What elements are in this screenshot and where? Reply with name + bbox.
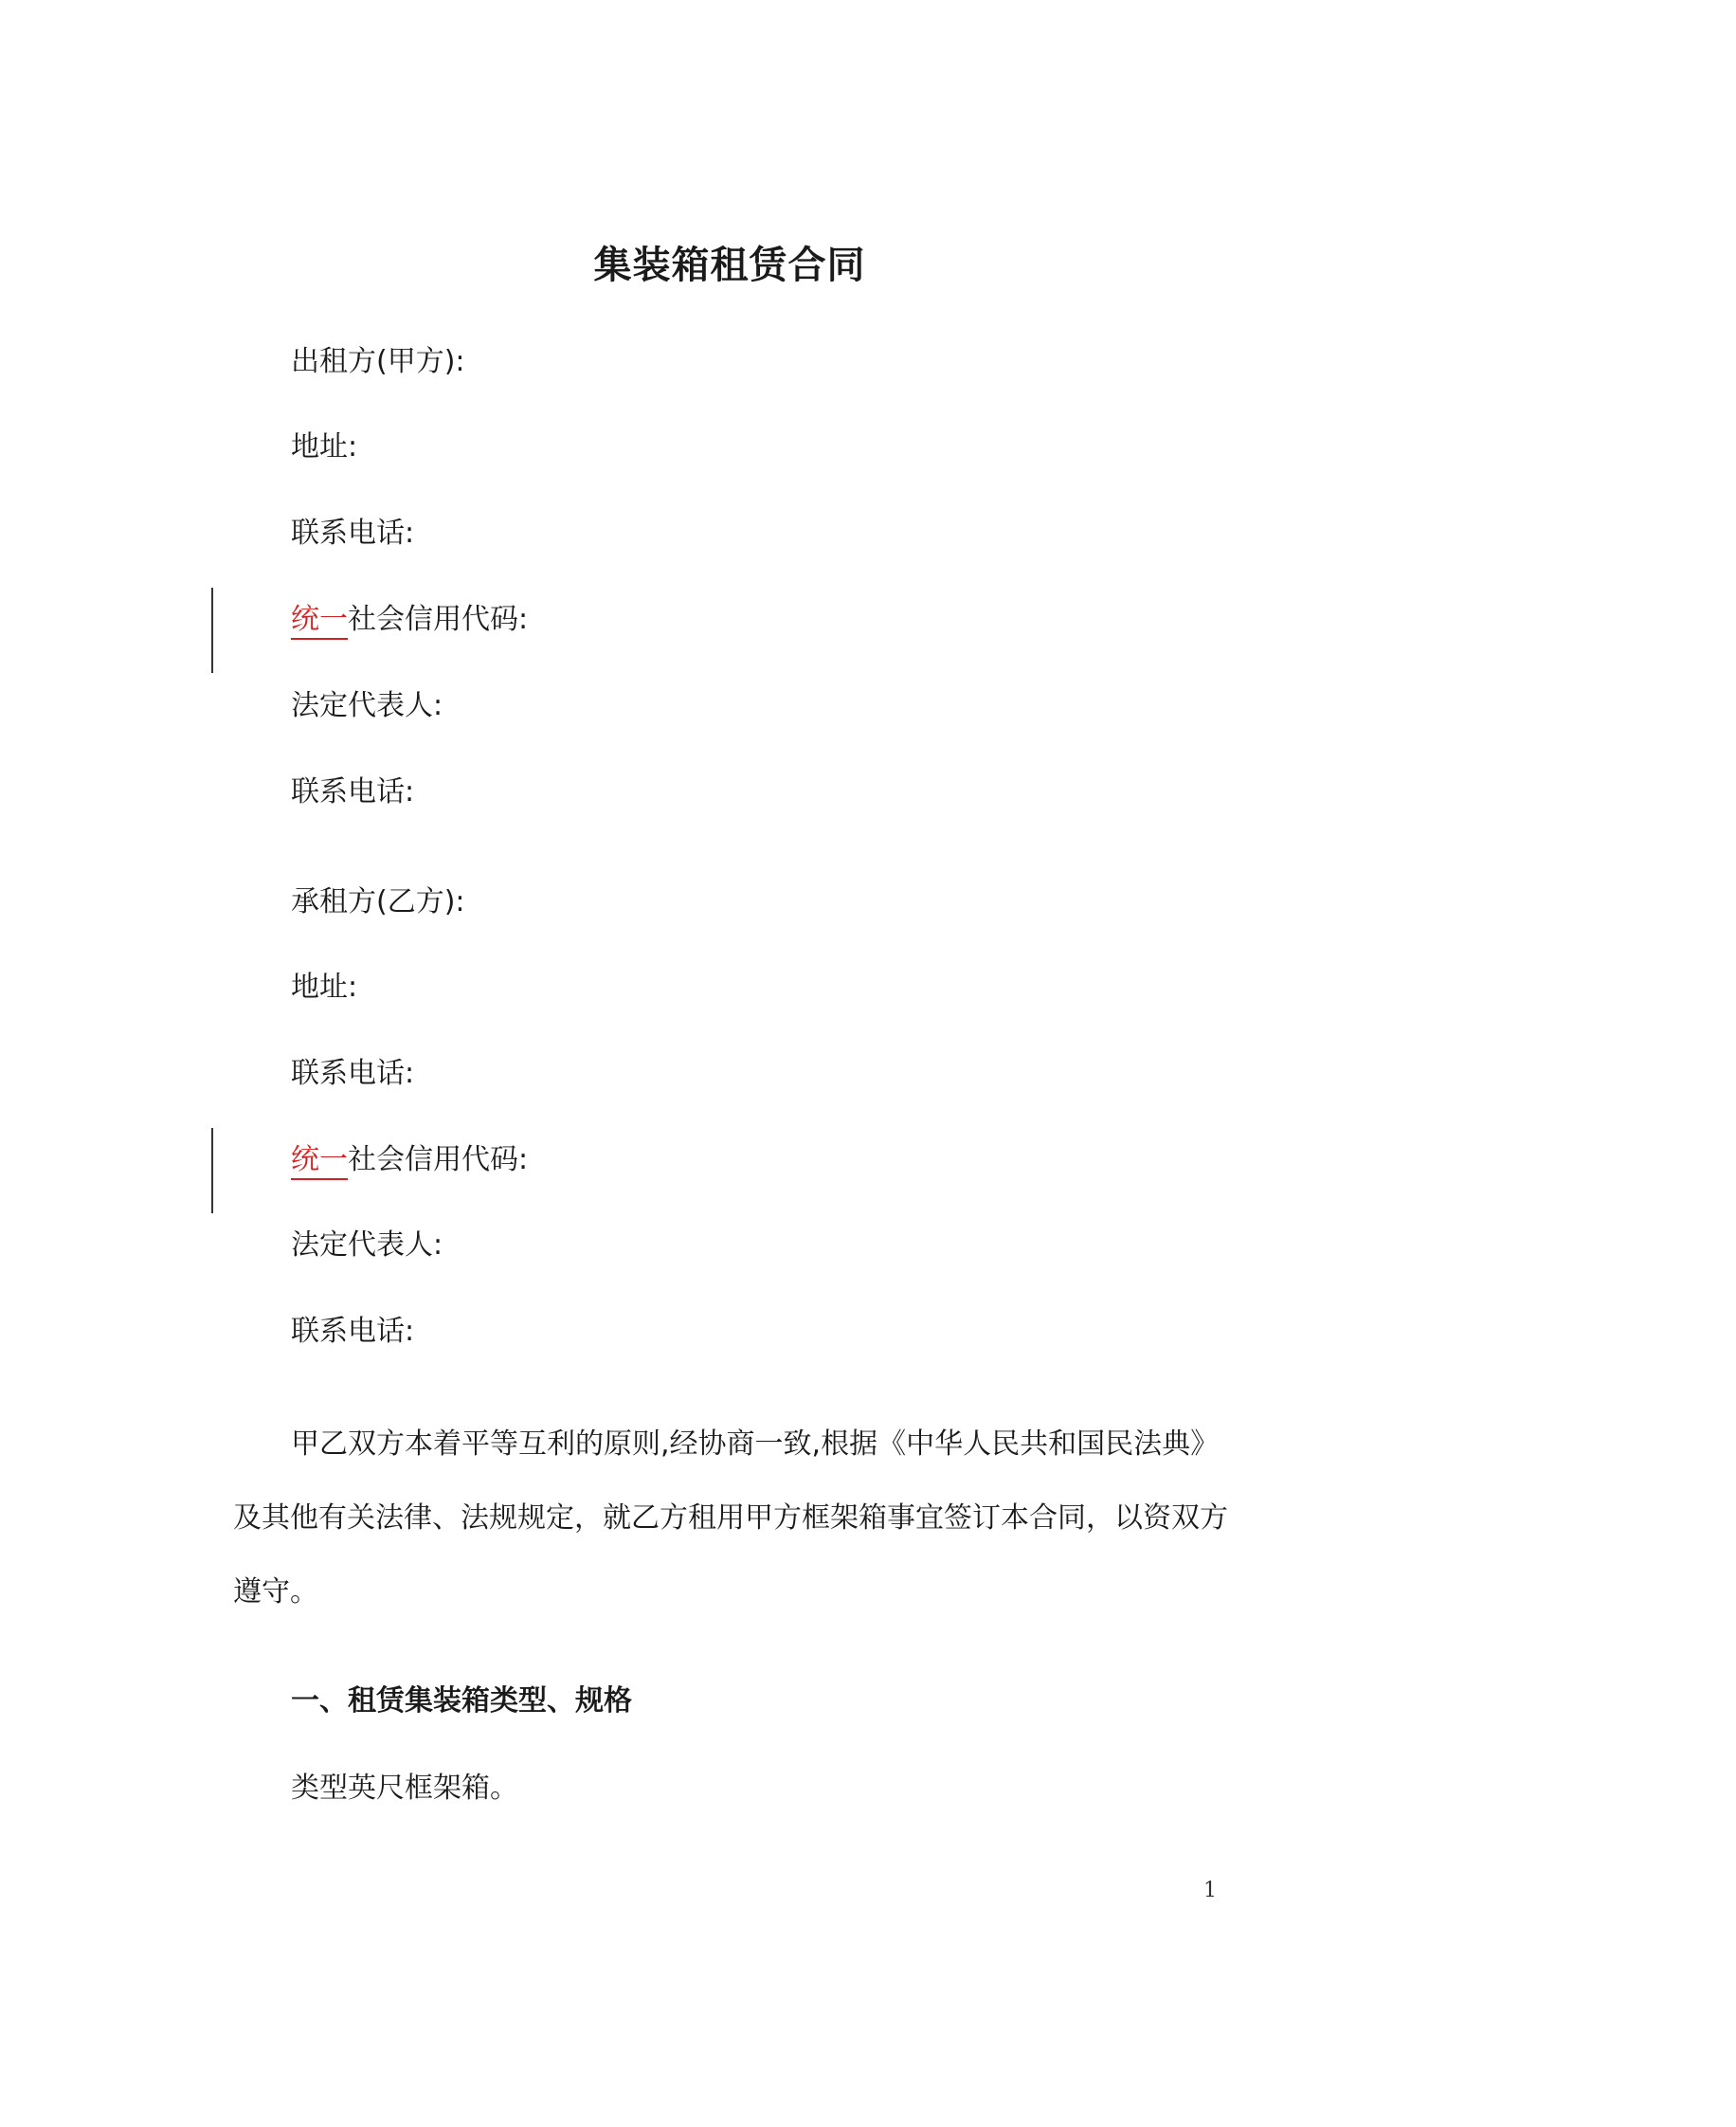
lessee-phone2-label: 联系电话:: [291, 1315, 415, 1348]
intro-line-2: 及其他有关法律、法规规定，就乙方租用甲方框架箱事宜签订本合同，以资双方: [233, 1501, 1228, 1535]
lessee-phone-label: 联系电话:: [291, 1057, 415, 1090]
revision-change-bar: [211, 1128, 213, 1213]
intro-line-1: 甲乙双方本着平等互利的原则,经协商一致,根据《中华人民共和国民法典》: [291, 1427, 1220, 1461]
credit-code-label-text: 社会信用代码:: [348, 1143, 529, 1176]
lessee-legal-rep-label: 法定代表人:: [291, 1228, 443, 1262]
lessor-label: 出租方(甲方):: [291, 345, 465, 378]
section-1-heading: 一、租赁集装箱类型、规格: [291, 1684, 632, 1718]
lessor-credit-code-label: [291, 601, 528, 639]
revision-marked-text: 统一: [291, 1143, 348, 1180]
lessor-legal-rep-label: 法定代表人:: [291, 689, 443, 722]
lessor-phone-label: 联系电话:: [291, 517, 415, 550]
revision-marked-text: 统一: [291, 603, 348, 640]
lessor-phone2-label: 联系电话:: [291, 775, 415, 809]
lessee-credit-code-label: [291, 1141, 528, 1179]
credit-code-label-text: 社会信用代码:: [348, 603, 529, 636]
revision-change-bar: [211, 588, 213, 673]
page-number: 1: [1203, 1879, 1217, 1902]
document-title: 集装箱租赁合同: [593, 244, 866, 287]
section-1-text: 类型英尺框架箱。: [291, 1772, 518, 1805]
lessor-address-label: 地址:: [291, 430, 358, 464]
intro-line-3: 遵守。: [233, 1575, 318, 1609]
lessee-label: 承租方(乙方):: [291, 885, 465, 918]
lessee-address-label: 地址:: [291, 971, 358, 1004]
